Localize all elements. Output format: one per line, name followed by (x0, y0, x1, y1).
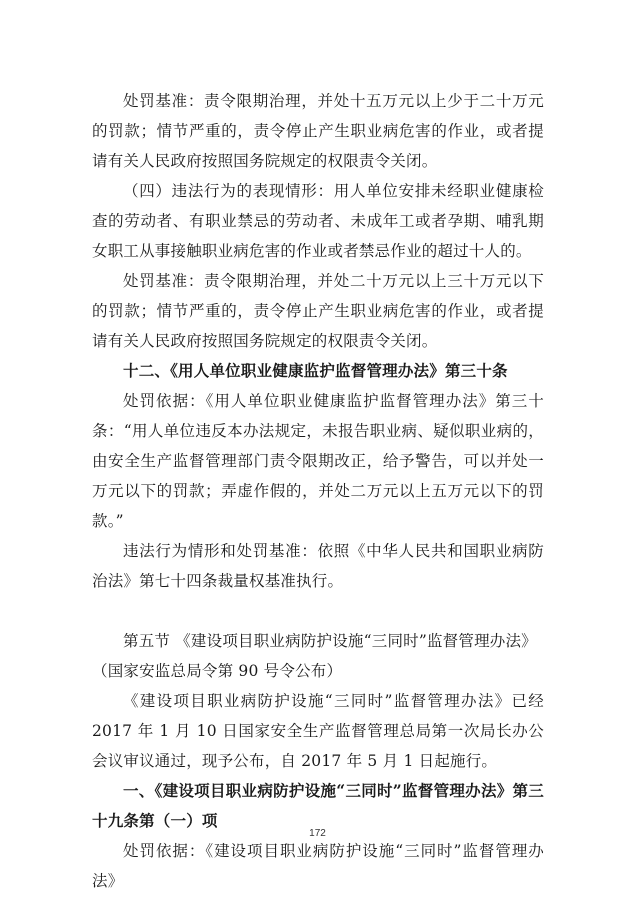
penalty-standard-paragraph: 处罚基准：责令限期治理，并处二十万元以上三十万元以下的罚款；情节严重的，责令停止产生职业病危害的作业，或者提请有关人民政府按照国务院规定的权限责令关闭。 (92, 272, 544, 350)
page-number: 172 (309, 828, 326, 839)
section-spacer (92, 596, 544, 626)
section-title: 第五节 《建设项目职业病防护设施“三同时”监督管理办法》 (123, 632, 537, 650)
article-heading: 十二、《用人单位职业健康监护监督管理办法》第三十条 (123, 361, 508, 380)
penalty-standard-paragraph: 处罚基准：责令限期治理，并处十五万元以上少于二十万元的罚款；情节严重的，责令停止产生职业病危害的作业，或者提请有关人民政府按照国务院规定的权限责令关闭。 (92, 92, 544, 170)
penalty-basis-paragraph: 处罚依据：《建设项目职业病防护设施“三同时”监督管理办法》 (92, 842, 544, 890)
section-subtitle: （国家安监总局令第 90 号令公布） (92, 662, 343, 680)
section-intro-paragraph: 《建设项目职业病防护设施“三同时”监督管理办法》已经 2017 年 1 月 10 日国家安全生产监督管理总局第一次局长办公会议审议通过，现予公布，自 2017 年 5 月 1 日起施行。 (92, 692, 544, 770)
penalty-basis-paragraph: 处罚依据：《用人单位职业健康监护监督管理办法》第三十条：“用人单位违反本办法规定，未报告职业病、疑似职业病的，由安全生产监督管理部门责令限期改正，给予警告，可以并处一万元以下的罚款；弄虚作假的，并处二万元以上五万元以下的罚款。” (92, 392, 544, 530)
penalty-standard-paragraph: 违法行为情形和处罚基准：依照《中华人民共和国职业病防治法》第七十四条裁量权基准执行。 (92, 542, 544, 590)
violation-case-paragraph: （四）违法行为的表现情形：用人单位安排未经职业健康检查的劳动者、有职业禁忌的劳动者、未成年工或者孕期、哺乳期女职工从事接触职业病危害的作业或者禁忌作业的超过十人的。 (92, 182, 544, 260)
article-heading: 一、《建设项目职业病防护设施“三同时”监督管理办法》第三十九条第（一）项 (92, 781, 544, 830)
page-body (92, 86, 544, 896)
